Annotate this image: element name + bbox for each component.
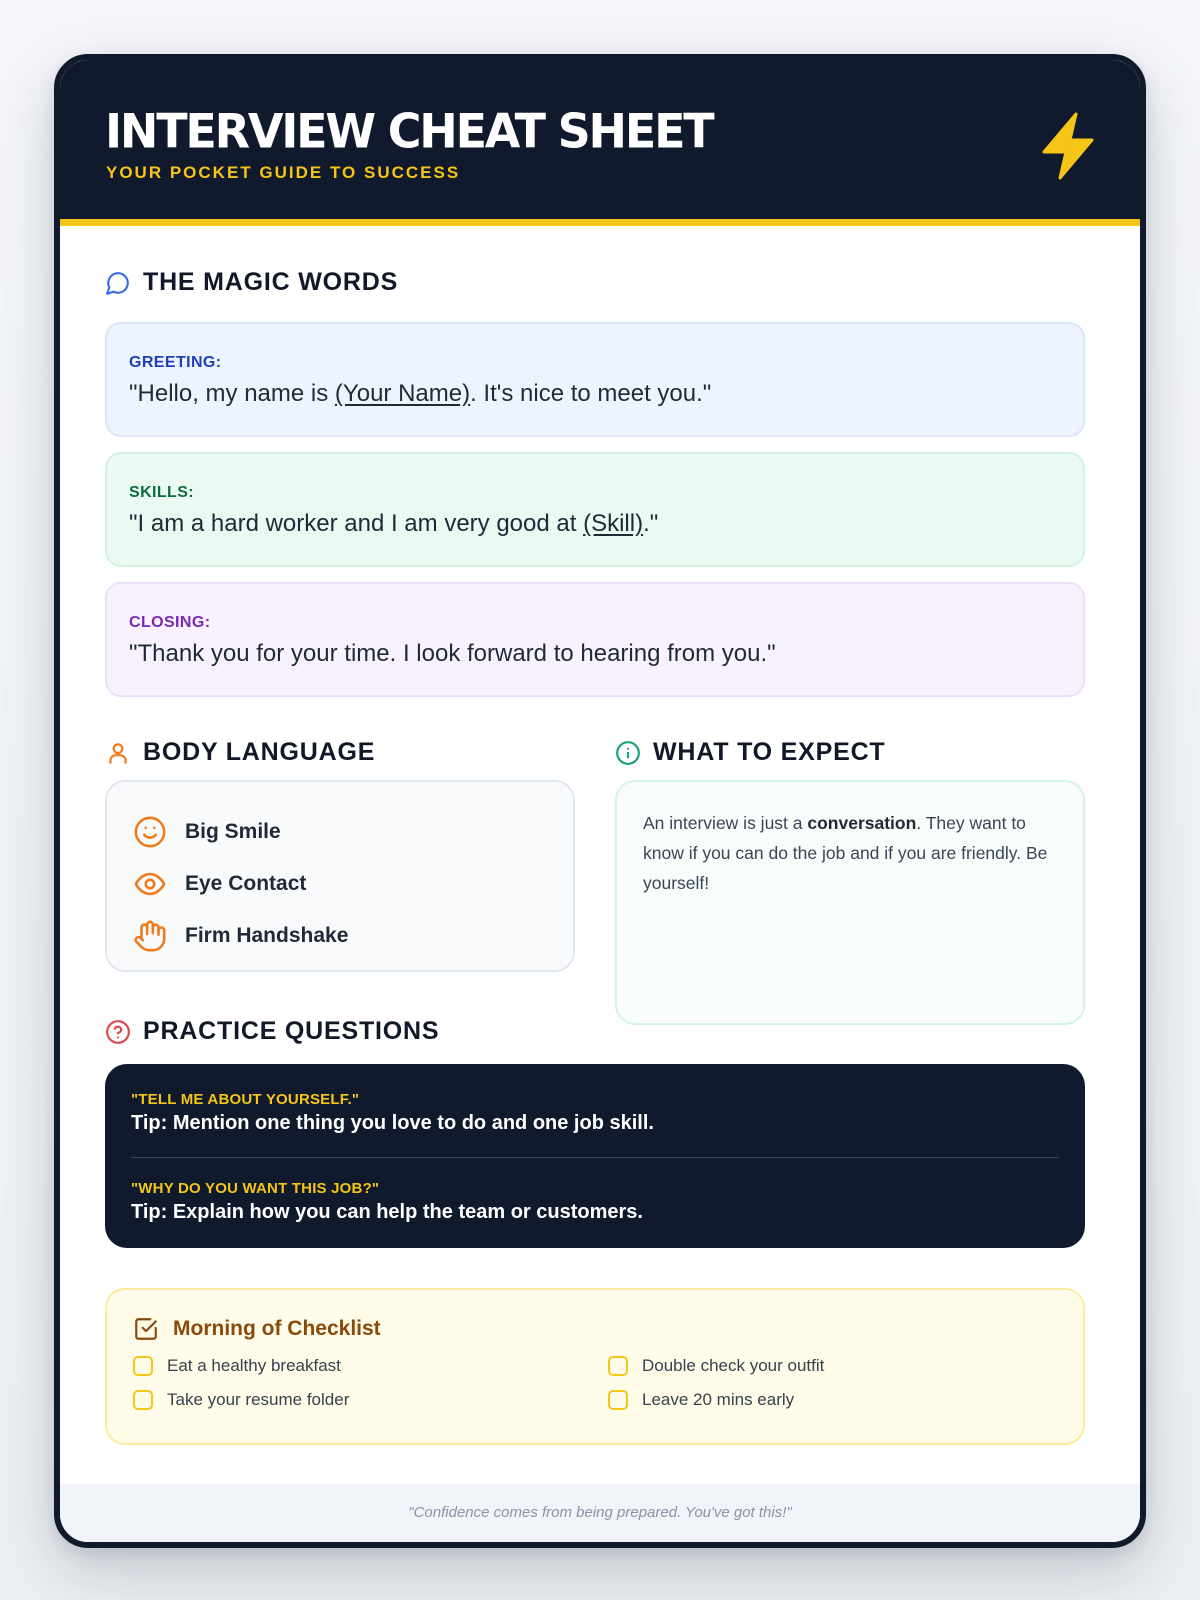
placeholder-your-name: (Your Name) — [334, 380, 471, 407]
checklist-items — [133, 1356, 1057, 1410]
list-item — [133, 806, 547, 858]
phrase-label: SKILLS: — [129, 484, 195, 501]
phrase-label: GREETING: — [129, 354, 222, 371]
checkbox[interactable] — [133, 1390, 153, 1410]
checklist-item-label: Leave 20 mins early — [642, 1390, 795, 1409]
checkbox[interactable] — [133, 1356, 153, 1376]
question-tip: Tip: Explain how you can help the team or customers. — [131, 1201, 643, 1223]
section-what-to-expect-heading — [615, 738, 886, 767]
phrase-text: "Thank you for your time. I look forward to hearing from you." — [129, 640, 776, 667]
header — [60, 60, 1140, 226]
eye-icon — [133, 867, 167, 901]
checklist-item[interactable] — [133, 1390, 608, 1410]
practice-questions-card — [105, 1064, 1085, 1248]
morning-checklist — [105, 1288, 1085, 1445]
question-tip: Tip: Mention one thing you love to do and one job skill. — [131, 1112, 654, 1134]
question-text: "TELL ME ABOUT YOURSELF." — [131, 1091, 360, 1108]
page-title: INTERVIEW CHEAT SHEET — [105, 103, 713, 159]
phrase-card-skills — [105, 452, 1085, 567]
divider — [131, 1157, 1059, 1158]
checklist-item-label: Double check your outfit — [642, 1356, 825, 1375]
list-item-label: Eye Contact — [185, 872, 307, 895]
question-item — [131, 1180, 1059, 1224]
checkbox[interactable] — [608, 1356, 628, 1376]
page-subtitle: YOUR POCKET GUIDE TO SUCCESS — [106, 163, 461, 182]
checklist-item-label: Take your resume folder — [167, 1390, 350, 1409]
person-icon — [105, 740, 131, 766]
question-item — [131, 1091, 1059, 1135]
question-text: "WHY DO YOU WANT THIS JOB?" — [131, 1180, 380, 1197]
question-circle-icon — [105, 1019, 131, 1045]
section-magic-words-heading — [105, 268, 398, 297]
phrase-label: CLOSING: — [129, 614, 211, 631]
section-title: THE MAGIC WORDS — [143, 268, 399, 296]
body-language-list — [105, 780, 575, 972]
section-title: BODY LANGUAGE — [143, 738, 376, 766]
checklist-item[interactable] — [608, 1356, 1083, 1376]
checklist-heading — [133, 1316, 1057, 1342]
checklist-title: Morning of Checklist — [173, 1317, 381, 1340]
checklist-item[interactable] — [133, 1356, 608, 1376]
list-item — [133, 858, 547, 910]
cheat-sheet-card — [54, 54, 1146, 1548]
footer-quote: "Confidence comes from being prepared. You've got this!" — [408, 1504, 792, 1521]
list-item-label: Big Smile — [185, 820, 281, 843]
chat-bubble-icon — [105, 270, 131, 296]
checklist-item-label: Eat a healthy breakfast — [167, 1356, 341, 1375]
hand-icon — [133, 919, 167, 953]
phrase-text: "Hello, my name is (Your Name). It's nice to meet you." — [129, 380, 712, 407]
phrase-card-greeting — [105, 322, 1085, 437]
list-item-label: Firm Handshake — [185, 924, 349, 947]
placeholder-skill: (Skill) — [583, 510, 644, 537]
info-icon — [615, 740, 641, 766]
smile-icon — [133, 815, 167, 849]
checkbox[interactable] — [608, 1390, 628, 1410]
phrase-card-closing — [105, 582, 1085, 697]
emphasis-conversation: conversation — [807, 813, 917, 833]
list-item — [133, 910, 547, 962]
lightning-bolt-icon — [1036, 110, 1100, 182]
checkbox-icon — [133, 1316, 159, 1342]
footer — [60, 1484, 1140, 1548]
section-title: WHAT TO EXPECT — [653, 738, 886, 766]
checklist-item[interactable] — [608, 1390, 1083, 1410]
section-body-language-heading — [105, 738, 375, 767]
phrase-text: "I am a hard worker and I am very good at (Skill)." — [129, 510, 659, 537]
section-title: PRACTICE QUESTIONS — [143, 1017, 440, 1045]
section-practice-questions-heading — [105, 1017, 439, 1046]
what-to-expect-text: An interview is just a conversation. They want to know if you can do the job and if you are friendly. Be yourself! — [615, 780, 1085, 1025]
